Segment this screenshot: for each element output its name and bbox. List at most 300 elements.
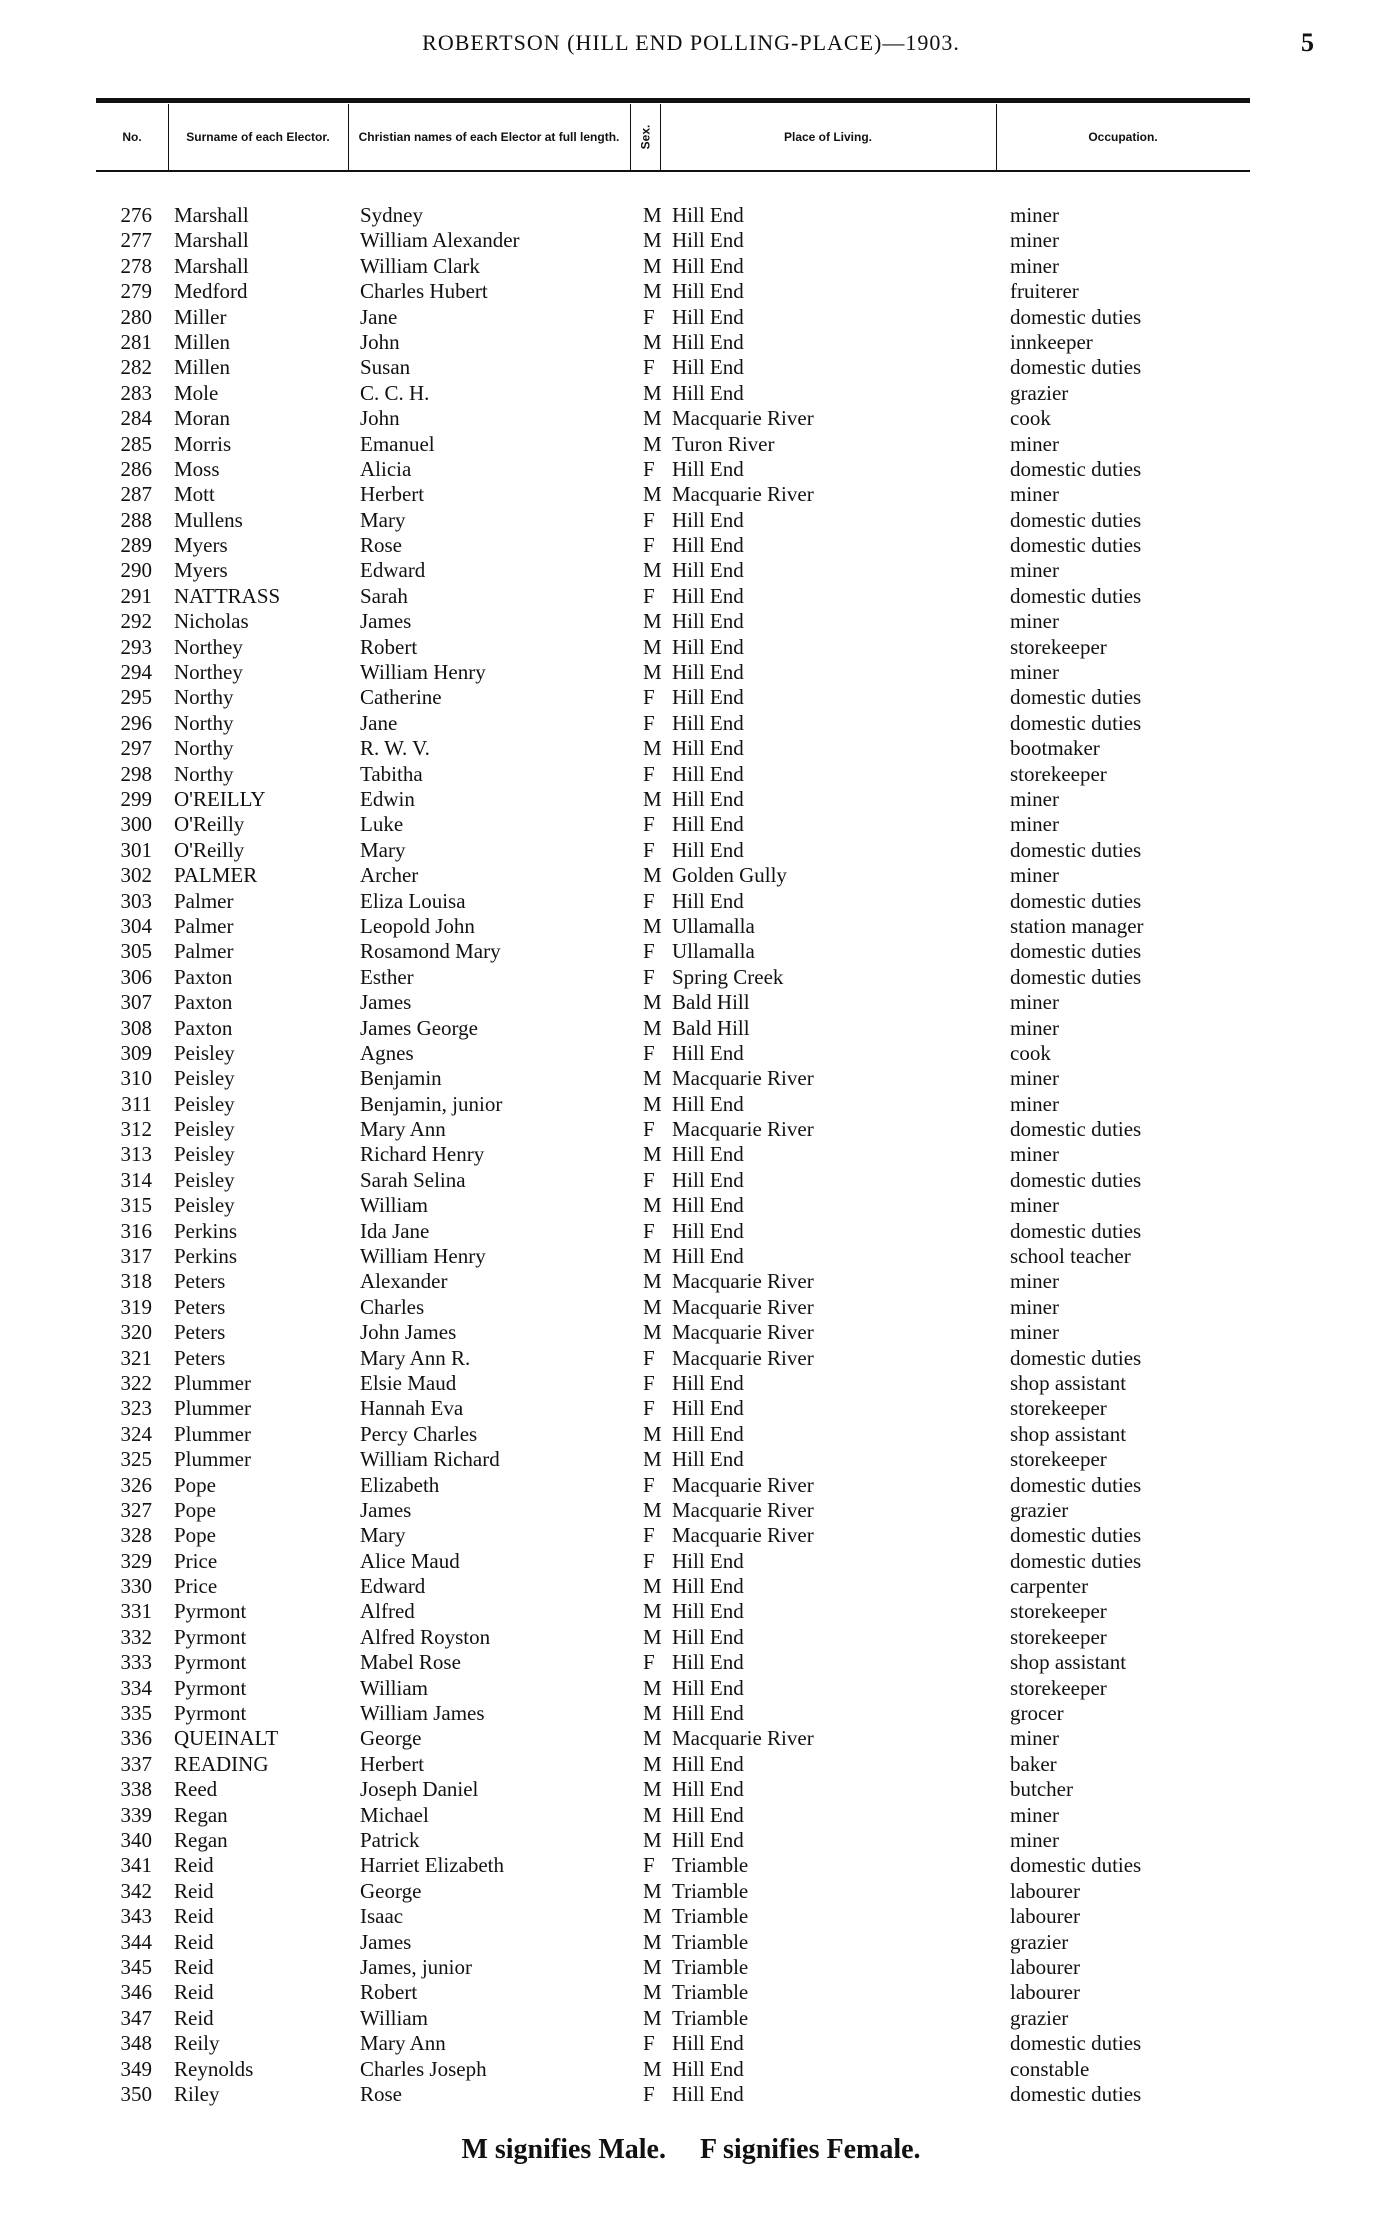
- elector-christian-names: Jane: [360, 710, 398, 735]
- elector-number: 283: [120, 380, 152, 405]
- elector-surname: Morris: [174, 431, 232, 456]
- elector-occupation: domestic duties: [1010, 964, 1142, 989]
- elector-place: Spring Creek: [672, 964, 784, 989]
- table-row: [0, 1193, 1382, 1218]
- elector-number: 307: [120, 990, 152, 1015]
- elector-surname: Plummer: [174, 1370, 251, 1395]
- elector-sex: M: [643, 2005, 662, 2030]
- elector-occupation: miner: [1010, 1269, 1059, 1294]
- elector-christian-names: Eliza Louisa: [360, 888, 466, 913]
- elector-surname: Northy: [174, 761, 234, 786]
- elector-number: 294: [120, 660, 152, 685]
- elector-number: 334: [120, 1675, 152, 1700]
- elector-christian-names: Sarah Selina: [360, 1167, 466, 1192]
- elector-surname: Peters: [174, 1320, 226, 1345]
- elector-christian-names: William Richard: [360, 1447, 500, 1472]
- elector-christian-names: Herbert: [360, 482, 425, 507]
- elector-christian-names: William: [360, 2005, 428, 2030]
- elector-place: Hill End: [672, 1447, 744, 1472]
- elector-place: Hill End: [672, 1828, 744, 1852]
- elector-number: 326: [120, 1472, 152, 1497]
- elector-sex: F: [643, 1345, 655, 1370]
- table-row: [0, 812, 1382, 837]
- table-row: [0, 609, 1382, 634]
- elector-sex: M: [643, 329, 662, 354]
- elector-number: 293: [120, 634, 152, 659]
- column-header-occupation: Occupation.: [1088, 130, 1158, 144]
- elector-number: 292: [120, 609, 152, 634]
- elector-christian-names: Archer: [360, 863, 419, 888]
- elector-number: 347: [120, 2005, 152, 2030]
- elector-christian-names: Rose: [360, 533, 402, 558]
- elector-sex: M: [643, 1066, 662, 1091]
- table-row: [0, 1244, 1382, 1269]
- elector-occupation: domestic duties: [1010, 2081, 1142, 2106]
- elector-surname: NATTRASS: [174, 583, 281, 608]
- elector-christian-names: George: [360, 1878, 422, 1903]
- table-row: [0, 1701, 1382, 1726]
- table-row: [0, 1066, 1382, 1091]
- table-row: [0, 1752, 1382, 1777]
- elector-sex: F: [643, 1117, 655, 1142]
- elector-surname: Pope: [174, 1472, 216, 1497]
- elector-sex: M: [643, 1294, 662, 1319]
- elector-occupation: miner: [1010, 253, 1059, 278]
- elector-occupation: domestic duties: [1010, 710, 1142, 735]
- elector-occupation: domestic duties: [1010, 533, 1142, 558]
- elector-place: Hill End: [672, 660, 744, 685]
- elector-place: Hill End: [672, 304, 744, 329]
- elector-christian-names: Harriet Elizabeth: [360, 1853, 505, 1878]
- elector-christian-names: Alicia: [360, 456, 412, 481]
- elector-place: Hill End: [672, 1244, 744, 1269]
- elector-number: 322: [120, 1370, 152, 1395]
- elector-place: Macquarie River: [672, 1345, 814, 1370]
- elector-place: Hill End: [672, 533, 744, 558]
- elector-place: Hill End: [672, 1777, 744, 1802]
- elector-christian-names: Charles Joseph: [360, 2056, 487, 2081]
- elector-surname: QUEINALT: [174, 1726, 279, 1751]
- elector-christian-names: Alexander: [360, 1269, 448, 1294]
- elector-place: Hill End: [672, 2081, 744, 2106]
- elector-christian-names: Emanuel: [360, 431, 435, 456]
- elector-christian-names: George: [360, 1726, 422, 1751]
- elector-place: Hill End: [672, 609, 744, 634]
- elector-occupation: miner: [1010, 786, 1059, 811]
- elector-surname: Mott: [174, 482, 215, 507]
- elector-number: 330: [120, 1574, 152, 1599]
- elector-sex: M: [643, 1675, 662, 1700]
- elector-christian-names: Charles: [360, 1294, 425, 1319]
- elector-place: Ullamalla: [672, 939, 755, 964]
- elector-christian-names: Hannah Eva: [360, 1396, 464, 1421]
- elector-occupation: miner: [1010, 1320, 1059, 1345]
- elector-sex: M: [643, 660, 662, 685]
- elector-sex: F: [643, 1370, 655, 1395]
- elector-occupation: shop assistant: [1010, 1421, 1127, 1446]
- elector-number: 338: [120, 1777, 152, 1802]
- elector-occupation: station manager: [1010, 913, 1144, 938]
- table-row: [0, 1599, 1382, 1624]
- elector-christian-names: Edward: [360, 558, 426, 583]
- elector-occupation: baker: [1010, 1751, 1057, 1776]
- elector-occupation: storekeeper: [1010, 1447, 1107, 1472]
- elector-occupation: domestic duties: [1010, 1523, 1142, 1548]
- table-row: [0, 1346, 1382, 1371]
- elector-occupation: butcher: [1010, 1777, 1073, 1802]
- elector-occupation: domestic duties: [1010, 1345, 1142, 1370]
- column-header: [96, 104, 1250, 172]
- table-row: [0, 762, 1382, 787]
- elector-occupation: grazier: [1010, 1929, 1069, 1954]
- elector-sex: M: [643, 1701, 662, 1726]
- elector-sex: M: [643, 1624, 662, 1649]
- elector-number: 278: [120, 253, 152, 278]
- elector-christian-names: John: [360, 329, 400, 354]
- table-row: [0, 406, 1382, 431]
- elector-place: Hill End: [672, 1548, 744, 1573]
- elector-surname: Pyrmont: [174, 1650, 247, 1675]
- elector-sex: M: [643, 1320, 662, 1345]
- elector-sex: M: [643, 228, 662, 253]
- elector-surname: O'Reilly: [174, 812, 245, 837]
- elector-occupation: labourer: [1010, 1954, 1080, 1979]
- header-rule: [96, 98, 1250, 103]
- elector-sex: M: [643, 203, 662, 227]
- table-row: [0, 1803, 1382, 1828]
- elector-surname: Peters: [174, 1294, 226, 1319]
- column-header-no: No.: [96, 104, 169, 170]
- elector-occupation: miner: [1010, 228, 1059, 253]
- elector-christian-names: James: [360, 990, 412, 1015]
- elector-number: 288: [120, 507, 152, 532]
- elector-occupation: labourer: [1010, 1980, 1080, 2005]
- elector-place: Hill End: [672, 2031, 744, 2056]
- elector-number: 316: [120, 1218, 152, 1243]
- elector-sex: F: [643, 761, 655, 786]
- table-row: [0, 1498, 1382, 1523]
- elector-sex: M: [643, 634, 662, 659]
- elector-surname: Pyrmont: [174, 1701, 247, 1726]
- elector-occupation: domestic duties: [1010, 507, 1142, 532]
- elector-sex: F: [643, 1218, 655, 1243]
- table-row: [0, 711, 1382, 736]
- elector-christian-names: William Henry: [360, 660, 486, 685]
- elector-number: 298: [120, 761, 152, 786]
- elector-place: Hill End: [672, 1142, 744, 1167]
- column-header-christian-names: Christian names of each Elector at full length.: [348, 104, 631, 170]
- elector-surname: Nicholas: [174, 609, 249, 634]
- elector-sex: M: [643, 1878, 662, 1903]
- table-row: [0, 1955, 1382, 1980]
- elector-occupation: storekeeper: [1010, 1599, 1107, 1624]
- elector-christian-names: James: [360, 609, 412, 634]
- elector-number: 311: [121, 1091, 152, 1116]
- elector-sex: F: [643, 685, 655, 710]
- elector-surname: Plummer: [174, 1421, 251, 1446]
- elector-place: Hill End: [672, 786, 744, 811]
- elector-christian-names: Isaac: [360, 1904, 404, 1929]
- elector-sex: F: [643, 1396, 655, 1421]
- elector-occupation: miner: [1010, 431, 1059, 456]
- table-row: [0, 889, 1382, 914]
- elector-place: Hill End: [672, 1370, 744, 1395]
- elector-christian-names: Rose: [360, 2081, 402, 2106]
- table-row: [0, 838, 1382, 863]
- elector-occupation: bootmaker: [1010, 736, 1100, 761]
- table-row: [0, 635, 1382, 660]
- elector-number: 308: [120, 1015, 152, 1040]
- elector-occupation: miner: [1010, 1142, 1059, 1167]
- elector-christian-names: Sydney: [360, 203, 423, 227]
- elector-place: Golden Gully: [672, 863, 787, 888]
- elector-christian-names: Jane: [360, 304, 398, 329]
- elector-occupation: miner: [1010, 863, 1059, 888]
- elector-surname: Plummer: [174, 1396, 251, 1421]
- elector-number: 320: [120, 1320, 152, 1345]
- elector-place: Hill End: [672, 1650, 744, 1675]
- elector-sex: M: [643, 1142, 662, 1167]
- elector-sex: M: [643, 1599, 662, 1624]
- elector-place: Hill End: [672, 1701, 744, 1726]
- elector-number: 344: [120, 1929, 152, 1954]
- elector-sex: M: [643, 1193, 662, 1218]
- table-row: [0, 1930, 1382, 1955]
- elector-number: 350: [120, 2081, 152, 2106]
- elector-surname: Plummer: [174, 1447, 251, 1472]
- elector-place: Bald Hill: [672, 1015, 750, 1040]
- table-row: [0, 1726, 1382, 1751]
- elector-occupation: domestic duties: [1010, 583, 1142, 608]
- elector-sex: F: [643, 1167, 655, 1192]
- elector-occupation: storekeeper: [1010, 1624, 1107, 1649]
- elector-surname: Peisley: [174, 1091, 235, 1116]
- elector-surname: Medford: [174, 279, 248, 304]
- elector-place: Triamble: [672, 1954, 749, 1979]
- elector-surname: Northey: [174, 634, 243, 659]
- elector-place: Hill End: [672, 710, 744, 735]
- elector-number: 340: [120, 1828, 152, 1852]
- elector-occupation: miner: [1010, 203, 1059, 227]
- elector-sex: M: [643, 1421, 662, 1446]
- elector-surname: Perkins: [174, 1218, 237, 1243]
- elector-number: 331: [120, 1599, 152, 1624]
- elector-occupation: miner: [1010, 990, 1059, 1015]
- elector-place: Hill End: [672, 1574, 744, 1599]
- elector-number: 306: [120, 964, 152, 989]
- elector-occupation: domestic duties: [1010, 1548, 1142, 1573]
- elector-number: 339: [120, 1802, 152, 1827]
- table-row: [0, 2031, 1382, 2056]
- elector-number: 335: [120, 1701, 152, 1726]
- table-row: [0, 1523, 1382, 1548]
- table-row: [0, 482, 1382, 507]
- elector-number: 341: [120, 1853, 152, 1878]
- elector-surname: Marshall: [174, 203, 249, 227]
- elector-sex: M: [643, 1447, 662, 1472]
- elector-christian-names: Elsie Maud: [360, 1370, 457, 1395]
- elector-place: Hill End: [672, 1091, 744, 1116]
- elector-christian-names: William Henry: [360, 1244, 486, 1269]
- elector-christian-names: Esther: [360, 964, 414, 989]
- elector-surname: Marshall: [174, 253, 249, 278]
- elector-place: Macquarie River: [672, 1320, 814, 1345]
- elector-place: Hill End: [672, 329, 744, 354]
- elector-occupation: miner: [1010, 1193, 1059, 1218]
- elector-sex: F: [643, 1472, 655, 1497]
- elector-surname: Reid: [174, 1929, 214, 1954]
- elector-surname: Peisley: [174, 1117, 235, 1142]
- elector-place: Hill End: [672, 253, 744, 278]
- elector-sex: M: [643, 482, 662, 507]
- elector-christian-names: Mary: [360, 507, 406, 532]
- elector-number: 318: [120, 1269, 152, 1294]
- elector-sex: F: [643, 456, 655, 481]
- elector-surname: Northy: [174, 736, 234, 761]
- elector-place: Macquarie River: [672, 1117, 814, 1142]
- elector-sex: F: [643, 533, 655, 558]
- elector-place: Triamble: [672, 1853, 749, 1878]
- elector-number: 299: [120, 786, 152, 811]
- elector-number: 336: [120, 1726, 152, 1751]
- elector-surname: Peisley: [174, 1142, 235, 1167]
- table-row: [0, 1625, 1382, 1650]
- elector-surname: Reed: [174, 1777, 218, 1802]
- elector-number: 321: [120, 1345, 152, 1370]
- elector-number: 323: [120, 1396, 152, 1421]
- elector-surname: Pyrmont: [174, 1599, 247, 1624]
- elector-christian-names: Robert: [360, 634, 418, 659]
- elector-surname: Mole: [174, 380, 219, 405]
- elector-occupation: domestic duties: [1010, 2031, 1142, 2056]
- elector-surname: Reid: [174, 1980, 214, 2005]
- table-row: [0, 2082, 1382, 2107]
- elector-number: 279: [120, 279, 152, 304]
- elector-number: 290: [120, 558, 152, 583]
- elector-occupation: storekeeper: [1010, 1396, 1107, 1421]
- table-row: [0, 1092, 1382, 1117]
- elector-surname: Reid: [174, 1853, 214, 1878]
- elector-surname: Pyrmont: [174, 1624, 247, 1649]
- elector-sex: M: [643, 1929, 662, 1954]
- elector-number: 284: [120, 406, 152, 431]
- elector-sex: F: [643, 304, 655, 329]
- elector-occupation: storekeeper: [1010, 1675, 1107, 1700]
- elector-christian-names: R. W. V.: [360, 736, 430, 761]
- elector-occupation: labourer: [1010, 1878, 1080, 1903]
- elector-number: 302: [120, 863, 152, 888]
- elector-surname: Millen: [174, 355, 230, 380]
- elector-place: Hill End: [672, 1218, 744, 1243]
- elector-occupation: carpenter: [1010, 1574, 1089, 1599]
- table-row: [0, 1676, 1382, 1701]
- elector-place: Macquarie River: [672, 1497, 814, 1522]
- elector-number: 332: [120, 1624, 152, 1649]
- column-header-surname: Surname of each Elector.: [168, 104, 349, 170]
- elector-number: 324: [120, 1421, 152, 1446]
- elector-number: 343: [120, 1904, 152, 1929]
- elector-surname: O'Reilly: [174, 837, 245, 862]
- elector-sex: M: [643, 1777, 662, 1802]
- table-row: [0, 1574, 1382, 1599]
- female-legend: F signifies Female.: [699, 2134, 921, 2165]
- elector-surname: Reily: [174, 2031, 220, 2056]
- elector-number: 345: [120, 1954, 152, 1979]
- elector-occupation: cook: [1010, 1040, 1051, 1065]
- elector-occupation: miner: [1010, 1091, 1059, 1116]
- elector-surname: Marshall: [174, 228, 249, 253]
- table-row: [0, 1879, 1382, 1904]
- elector-sex: M: [643, 558, 662, 583]
- elector-christian-names: Susan: [360, 355, 411, 380]
- elector-occupation: domestic duties: [1010, 939, 1142, 964]
- elector-sex: F: [643, 1650, 655, 1675]
- table-row: [0, 508, 1382, 533]
- elector-christian-names: William James: [360, 1701, 485, 1726]
- table-row: [0, 558, 1382, 583]
- elector-surname: Reynolds: [174, 2056, 254, 2081]
- elector-sex: M: [643, 253, 662, 278]
- elector-number: 309: [120, 1040, 152, 1065]
- table-row: [0, 305, 1382, 330]
- elector-place: Triamble: [672, 1878, 749, 1903]
- elector-sex: F: [643, 355, 655, 380]
- elector-surname: Palmer: [174, 913, 234, 938]
- elector-number: 281: [120, 329, 152, 354]
- elector-christian-names: Richard Henry: [360, 1142, 485, 1167]
- table-row: [0, 1473, 1382, 1498]
- elector-surname: Price: [174, 1548, 218, 1573]
- elector-number: 286: [120, 456, 152, 481]
- elector-sex: M: [643, 1828, 662, 1852]
- elector-number: 310: [120, 1066, 152, 1091]
- elector-sex: M: [643, 1269, 662, 1294]
- elector-sex: M: [643, 990, 662, 1015]
- elector-occupation: miner: [1010, 558, 1059, 583]
- elector-place: Macquarie River: [672, 482, 814, 507]
- elector-place: Triamble: [672, 2005, 749, 2030]
- elector-surname: Riley: [174, 2081, 220, 2106]
- elector-occupation: domestic duties: [1010, 456, 1142, 481]
- elector-number: 328: [120, 1523, 152, 1548]
- elector-sex: M: [643, 786, 662, 811]
- elector-place: Macquarie River: [672, 406, 814, 431]
- elector-place: Hill End: [672, 279, 744, 304]
- table-row: [0, 1853, 1382, 1878]
- elector-occupation: miner: [1010, 1828, 1059, 1852]
- elector-occupation: domestic duties: [1010, 685, 1142, 710]
- elector-occupation: miner: [1010, 609, 1059, 634]
- table-row: [0, 1295, 1382, 1320]
- page-title: ROBERTSON (HILL END POLLING-PLACE)—1903.: [422, 30, 960, 55]
- elector-occupation: grazier: [1010, 2005, 1069, 2030]
- elector-number: 349: [120, 2056, 152, 2081]
- elector-occupation: grazier: [1010, 380, 1069, 405]
- elector-surname: Pyrmont: [174, 1675, 247, 1700]
- table-row: [0, 1422, 1382, 1447]
- elector-sex: F: [643, 964, 655, 989]
- elector-place: Hill End: [672, 456, 744, 481]
- elector-occupation: domestic duties: [1010, 888, 1142, 913]
- table-row: [0, 254, 1382, 279]
- elector-place: Hill End: [672, 203, 744, 227]
- elector-occupation: miner: [1010, 812, 1059, 837]
- table-row: [0, 685, 1382, 710]
- elector-surname: Peters: [174, 1269, 226, 1294]
- elector-occupation: shop assistant: [1010, 1370, 1127, 1395]
- elector-surname: PALMER: [174, 863, 258, 888]
- elector-occupation: miner: [1010, 1066, 1059, 1091]
